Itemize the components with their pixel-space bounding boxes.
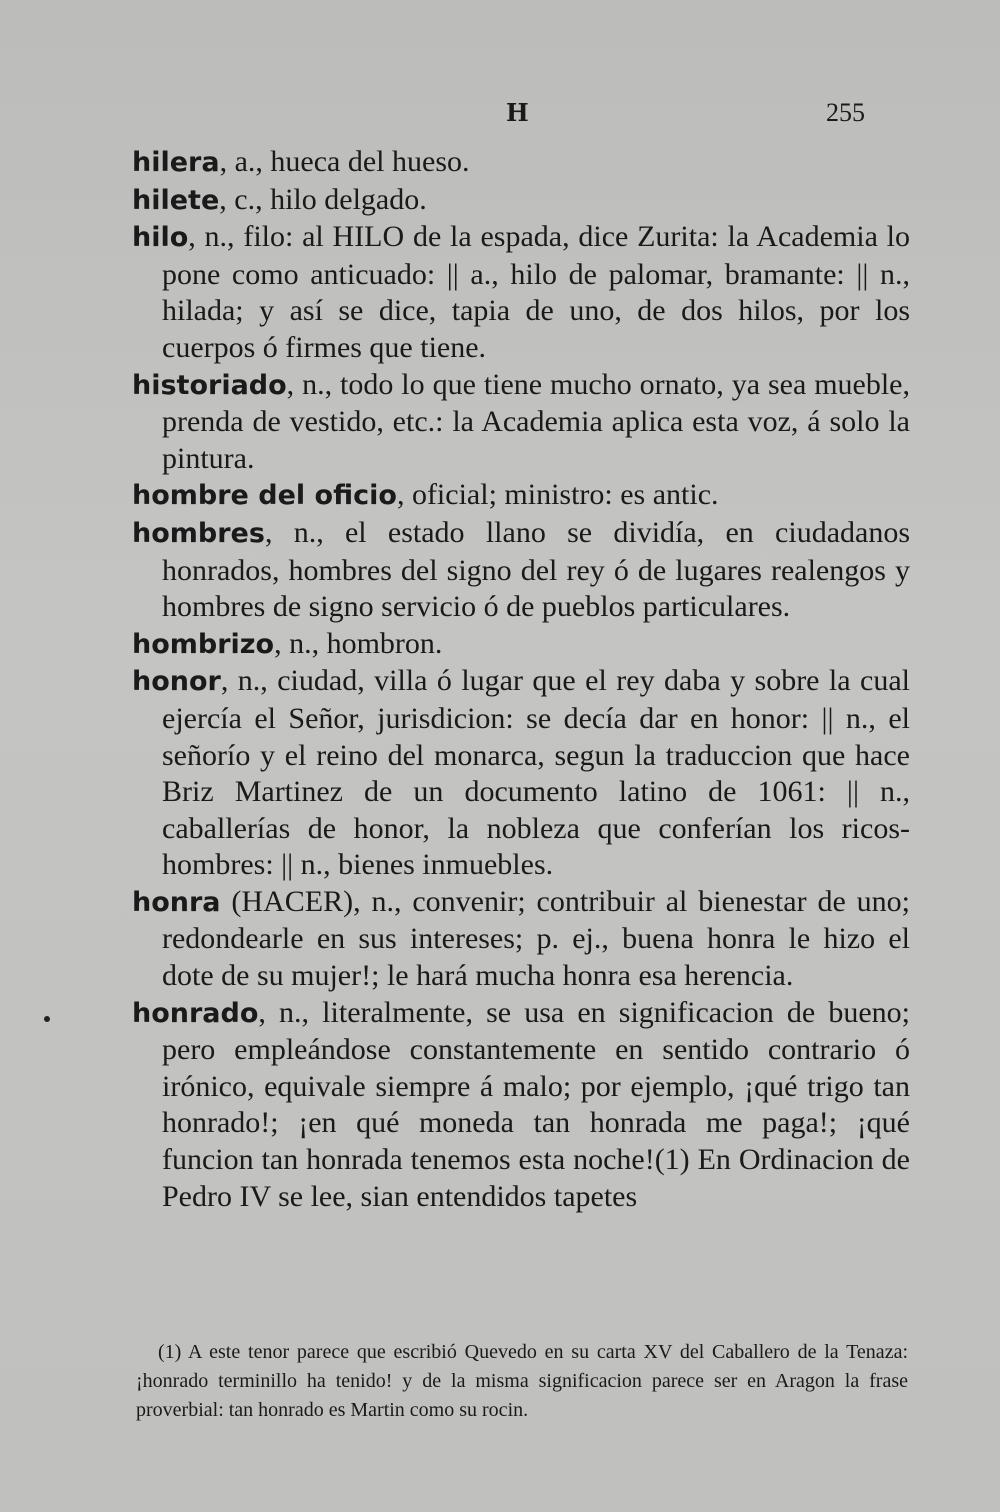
headword: hombrizo (132, 628, 275, 660)
entry-hombrizo (132, 626, 910, 664)
entry-hilo (132, 219, 910, 366)
headword: hombres (132, 517, 265, 549)
entry-honrado (132, 995, 910, 1216)
headword: hilera (132, 147, 220, 178)
dictionary-entries (132, 144, 910, 1215)
entry-honra (132, 884, 910, 995)
ink-speck (44, 1016, 50, 1022)
definition: , a., hueca del hueso. (219, 145, 470, 178)
page-header (0, 98, 1000, 128)
definition: , c., hilo delgado. (219, 182, 427, 216)
headword: hilo (132, 222, 189, 254)
headword: honrado (132, 997, 259, 1029)
entry-hilera (132, 144, 910, 182)
definition: , n., literalmente, se usa en significacion de bueno; pero empleándose constantemente en sentido contrario ó irónico, equivale siempre á malo; por ejemplo, ¡qué trigo tan honrado!; ¡en qué moneda tan honrada me paga!; ¡qué funcion tan honrada tenemos esta noche!(1) En Ordinacion de Pedro IV se lee, sian entendidos tapetes (162, 995, 910, 1213)
headword: hilete (132, 184, 220, 216)
entry-honor (132, 663, 910, 884)
definition: , n., ciudad, villa ó lugar que el rey daba y sobre la cual ejercía el Señor, jurisdicion: se decía dar en honor: || n., el señorío y el reino del monarca, segun la traduccion que hace Briz Martinez de un documento latino de 1061: || n., caballerías de honor, la nobleza que conferían los ricos-hombres: || n., bienes inmuebles. (162, 664, 910, 882)
entry-historiado (132, 367, 910, 478)
entry-hombre-del-oficio (132, 477, 910, 515)
page-number: 255 (826, 98, 865, 127)
definition: (HACER), n., convenir; contribuir al bienestar de uno; redondearle en sus intereses; p. ej., buena honra le hizo el dote de su mujer!; le hará mucha honra esa herencia. (162, 884, 910, 993)
definition: , n., hombron. (274, 626, 443, 660)
definition: , n., todo lo que tiene mucho ornato, ya sea mueble, prenda de vestido, etc.: la Academia aplica esta voz, á solo la pintura. (162, 367, 910, 475)
headword: historiado (132, 369, 287, 401)
footnote: (1) A este tenor parece que escribió Quevedo en su carta XV del Caballero de la Tenaza: ¡honrado terminillo ha tenido! y de la misma significacion parece ser en Aragon la frase proverbial: tan honrado es Martin como su rocin. (136, 1341, 908, 1421)
entry-hombres (132, 515, 910, 626)
headword: honra (132, 886, 221, 918)
definition: , oficial; ministro: es antic. (396, 478, 719, 512)
definition: , n., el estado llano se dividía, en ciudadanos honrados, hombres del signo del rey ó de lugares realengos y hombres de signo servicio ó de pueblos particulares. (162, 515, 910, 624)
entry-hilete (132, 182, 910, 220)
headword: honor (132, 666, 221, 698)
running-head: H (506, 98, 529, 127)
definition: , n., filo: al HILO de la espada, dice Zurita: la Academia lo pone como anticuado: || a., hilo de palomar, bramante: || n., hilada; y así se dice, tapia de uno, de dos hilos, por los cuerpos ó firmes que tiene. (162, 220, 910, 364)
headword: hombre del oficio (132, 480, 397, 512)
